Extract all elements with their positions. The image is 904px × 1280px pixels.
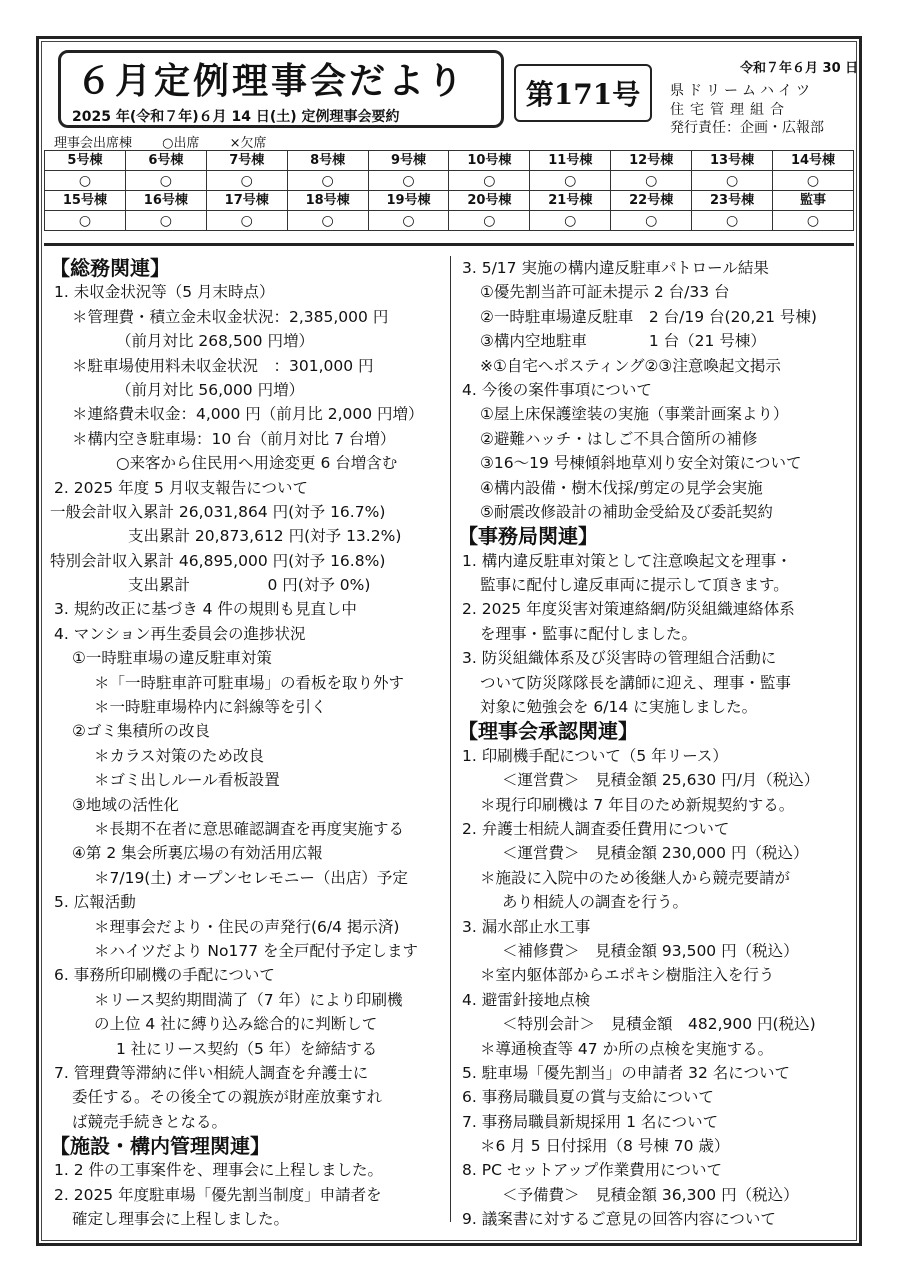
text-line: ＊連絡費未収金：4,000 円（前月比 2,000 円増） — [72, 405, 424, 424]
text-line: 3. 5/17 実施の構内違反駐車パトロール結果 — [462, 259, 769, 277]
text-line: ＜運営費＞ 見積金額 25,630 円/月（税込） — [502, 771, 820, 790]
attendance-mark: ○ — [206, 211, 287, 231]
legend-absent: ×欠席 — [229, 136, 267, 151]
building-label: 21号棟 — [530, 191, 611, 211]
text-line: 7. 事務局職員新規採用 1 名について — [462, 1112, 719, 1131]
text-line: ＊「一時駐車許可駐車場」の看板を取り外す — [94, 673, 405, 692]
building-label: 14号棟 — [773, 151, 854, 171]
text-line: 1 社にリース契約（5 年）を締結する — [116, 1039, 378, 1058]
text-line: ＊施設に入院中のため後継人から競売要請が — [480, 868, 791, 887]
section-heading: 【施設・構内管理関連】 — [50, 1134, 270, 1159]
building-label: 監事 — [773, 191, 854, 211]
text-line: ＊導通検査等 47 か所の点検を実施する。 — [480, 1039, 774, 1058]
attendance-mark: ○ — [45, 171, 126, 191]
text-line: 支出累計 0 円(対予 0%) — [128, 576, 371, 595]
text-line: 5. 広報活動 — [54, 893, 136, 912]
building-label: 13号棟 — [692, 151, 773, 171]
text-line: ＜予備費＞ 見積金額 36,300 円（税込） — [502, 1185, 799, 1204]
text-line: ③構内空地駐車 1 台（21 号棟） — [480, 332, 766, 351]
text-line: ＊現行印刷機は 7 年目のため新規契約する。 — [480, 795, 795, 814]
attendance-title: 理事会出席棟 — [54, 136, 133, 151]
responsible-party: 発行責任：企画・広報部 — [670, 120, 824, 136]
building-label: 12号棟 — [611, 151, 692, 171]
text-line: ば競売手続きとなる。 — [72, 1112, 228, 1131]
text-line: 5. 駐車場「優先割当」の申請者 32 名について — [462, 1063, 790, 1082]
text-line: ついて防災隊隊長を講師に迎え、理事・監事 — [480, 673, 791, 692]
newsletter-title: ６月定例理事会だより — [76, 61, 467, 102]
building-label: 5号棟 — [45, 151, 126, 171]
right-column — [458, 256, 854, 1232]
text-line: 2. 2025 年度駐車場「優先割当制度」申請者を — [54, 1185, 382, 1204]
attendance-mark: ○ — [530, 211, 611, 231]
text-line: ③16～19 号棟傾斜地草刈り安全対策について — [480, 454, 802, 473]
building-label: 11号棟 — [530, 151, 611, 171]
text-line: ①屋上床保護塗装の実施（事業計画案より） — [480, 405, 789, 424]
attendance-mark: ○ — [125, 171, 206, 191]
text-line: ＊理事会だより・住民の声発行(6/4 掲示済) — [94, 917, 400, 936]
text-line: 4. 避雷針接地点検 — [462, 990, 591, 1009]
building-label: 16号棟 — [125, 191, 206, 211]
text-line: ①優先割当許可証未提示 2 台/33 台 — [480, 283, 730, 302]
building-label: 20号棟 — [449, 191, 530, 211]
text-line: ＊構内空き駐車場：10 台（前月対比 7 台増） — [72, 429, 396, 448]
building-label: 8号棟 — [287, 151, 368, 171]
text-line: 確定し理事会に上程しました。 — [72, 1210, 290, 1229]
building-label: 6号棟 — [125, 151, 206, 171]
building-label: 15号棟 — [45, 191, 126, 211]
attendance-mark: ○ — [206, 171, 287, 191]
publish-date: 令和７年６月 30 日 — [740, 61, 859, 76]
attendance-mark: ○ — [125, 211, 206, 231]
text-line: 一般会計収入累計 26,031,864 円(対予 16.7%) — [50, 502, 386, 521]
attendance-mark: ○ — [45, 211, 126, 231]
section-heading: 【総務関連】 — [50, 256, 170, 280]
attendance-table — [44, 150, 854, 231]
text-line: ②一時駐車場違反駐車 2 台/19 台(20,21 号棟) — [480, 307, 817, 326]
text-line: を理事・監事に配付しました。 — [480, 624, 698, 643]
attendance-mark: ○ — [368, 171, 449, 191]
text-line: ＊ハイツだより No177 を全戸配付予定します — [94, 941, 419, 960]
text-line: 対象に勉強会を 6/14 に実施しました。 — [480, 698, 758, 717]
text-line: 監事に配付し違反車両に提示して頂きます。 — [480, 576, 789, 595]
text-line: ②避難ハッチ・はしご不具合箇所の補修 — [480, 429, 758, 448]
building-label: 23号棟 — [692, 191, 773, 211]
attendance-mark: ○ — [530, 171, 611, 191]
section-divider — [44, 243, 854, 246]
text-line: 支出累計 20,873,612 円(対予 13.2%) — [128, 527, 402, 546]
text-line: 4. マンション再生委員会の進捗状況 — [54, 624, 306, 643]
section-heading: 【理事会承認関連】 — [458, 719, 638, 744]
attendance-mark: ○ — [368, 211, 449, 231]
text-line: ＜特別会計＞ 見積金額 482,900 円(税込) — [502, 1015, 816, 1034]
text-line: 3. 漏水部止水工事 — [462, 917, 591, 936]
building-label: 7号棟 — [206, 151, 287, 171]
text-line: ＜運営費＞ 見積金額 230,000 円（税込） — [502, 844, 809, 863]
text-line: ③地域の活性化 — [72, 795, 179, 814]
column-divider — [450, 256, 451, 1222]
text-line: ＊7/19(土) オープンセレモニー（出店）予定 — [94, 868, 408, 887]
left-column — [50, 256, 446, 1232]
text-line: ＊カラス対策のため改良 — [94, 746, 265, 765]
attendance-mark: ○ — [692, 171, 773, 191]
text-line: 4. 今後の案件事項について — [462, 380, 652, 399]
text-line: ＊6 月 5 日付採用（8 号棟 70 歳） — [480, 1137, 730, 1156]
legend-present: ○出席 — [162, 136, 200, 151]
text-line: ＊ゴミ出しルール看板設置 — [94, 771, 280, 790]
text-line: ④第 2 集会所裏広場の有効活用広報 — [72, 844, 323, 863]
text-line: ＊室内躯体部からエポキシ樹脂注入を行う — [480, 966, 775, 985]
text-line: （前月対比 56,000 円増） — [116, 380, 305, 399]
text-line: ○来客から住民用へ用途変更 6 台増含む — [116, 454, 398, 473]
text-line: ④構内設備・樹木伐採/剪定の見学会実施 — [480, 478, 763, 497]
text-line: ⑤耐震改修設計の補助金受給及び委託契約 — [480, 502, 773, 521]
building-label: 10号棟 — [449, 151, 530, 171]
text-line: ＊長期不在者に意思確認調査を再度実施する — [94, 819, 405, 838]
text-line: 1. 未収金状況等（5 月末時点） — [54, 283, 275, 302]
text-line: 1. 2 件の工事案件を、理事会に上程しました。 — [54, 1161, 384, 1180]
attendance-mark-row — [45, 211, 854, 231]
text-line: 2. 2025 年度災害対策連絡網/防災組織連絡体系 — [462, 600, 795, 619]
text-line: 3. 防災組織体系及び災害時の管理組合活動に — [462, 649, 777, 668]
text-line: 委任する。その後全ての親族が財産放棄すれ — [72, 1088, 383, 1107]
building-label: 19号棟 — [368, 191, 449, 211]
text-line: ＜補修費＞ 見積金額 93,500 円（税込） — [502, 941, 799, 960]
text-line: ＊管理費・積立金未収金状況：2,385,000 円 — [72, 307, 389, 326]
text-line: の上位 4 社に縛り込み総合的に判断して — [94, 1015, 378, 1034]
attendance-mark: ○ — [449, 171, 530, 191]
text-line: 9. 議案書に対するご意見の回答内容について — [462, 1210, 776, 1229]
attendance-mark: ○ — [611, 211, 692, 231]
text-line: ＊駐車場使用料未収金状況 ：301,000 円 — [72, 356, 374, 375]
attendance-mark: ○ — [773, 211, 854, 231]
text-line: 2. 弁護士相続人調査委任費用について — [462, 819, 730, 838]
attendance-caption — [54, 132, 293, 151]
org-name: 県ドリームハイツ — [670, 83, 814, 99]
text-line: 8. PC セットアップ作業費用について — [462, 1161, 722, 1180]
text-line: 1. 印刷機手配について（5 年リース） — [462, 746, 728, 765]
section-heading: 【事務局関連】 — [458, 524, 598, 549]
attendance-mark: ○ — [773, 171, 854, 191]
issue-number: 第171号 — [514, 64, 652, 122]
building-label: 22号棟 — [611, 191, 692, 211]
text-line: 特別会計収入累計 46,895,000 円(対予 16.8%) — [50, 551, 386, 570]
attendance-label-row — [45, 191, 854, 211]
text-line: ＊一時駐車場枠内に斜線等を引く — [94, 698, 327, 717]
building-label: 9号棟 — [368, 151, 449, 171]
text-line: ①一時駐車場の違反駐車対策 — [72, 649, 272, 668]
attendance-mark-row — [45, 171, 854, 191]
text-line: あり相続人の調査を行う。 — [502, 893, 689, 912]
text-line: 2. 2025 年度 5 月収支報告について — [54, 478, 308, 497]
org-subname: 住宅管理組合 — [670, 102, 790, 118]
building-label: 18号棟 — [287, 191, 368, 211]
attendance-mark: ○ — [449, 211, 530, 231]
text-line: （前月対比 268,500 円増） — [116, 332, 314, 351]
text-line: ※①自宅へポスティング②③注意喚起文掲示 — [480, 356, 781, 375]
text-line: 6. 事務局職員夏の賞与支給について — [462, 1088, 714, 1107]
text-line: 6. 事務所印刷機の手配について — [54, 966, 275, 985]
attendance-mark: ○ — [692, 211, 773, 231]
attendance-mark: ○ — [287, 171, 368, 191]
text-line: 1. 構内違反駐車対策として注意喚起文を理事・ — [462, 551, 792, 570]
text-line: ＊リース契約期間満了（7 年）により印刷機 — [94, 990, 403, 1009]
text-line: 3. 規約改正に基づき 4 件の規則も見直し中 — [54, 600, 357, 619]
text-line: ②ゴミ集積所の改良 — [72, 722, 210, 741]
attendance-mark: ○ — [287, 211, 368, 231]
text-line: 7. 管理費等滞納に伴い相続人調査を弁護士に — [54, 1063, 369, 1082]
building-label: 17号棟 — [206, 191, 287, 211]
attendance-mark: ○ — [611, 171, 692, 191]
meeting-subtitle: 2025 年(令和７年)６月 14 日(土) 定例理事会要約 — [72, 109, 400, 125]
attendance-label-row — [45, 151, 854, 171]
